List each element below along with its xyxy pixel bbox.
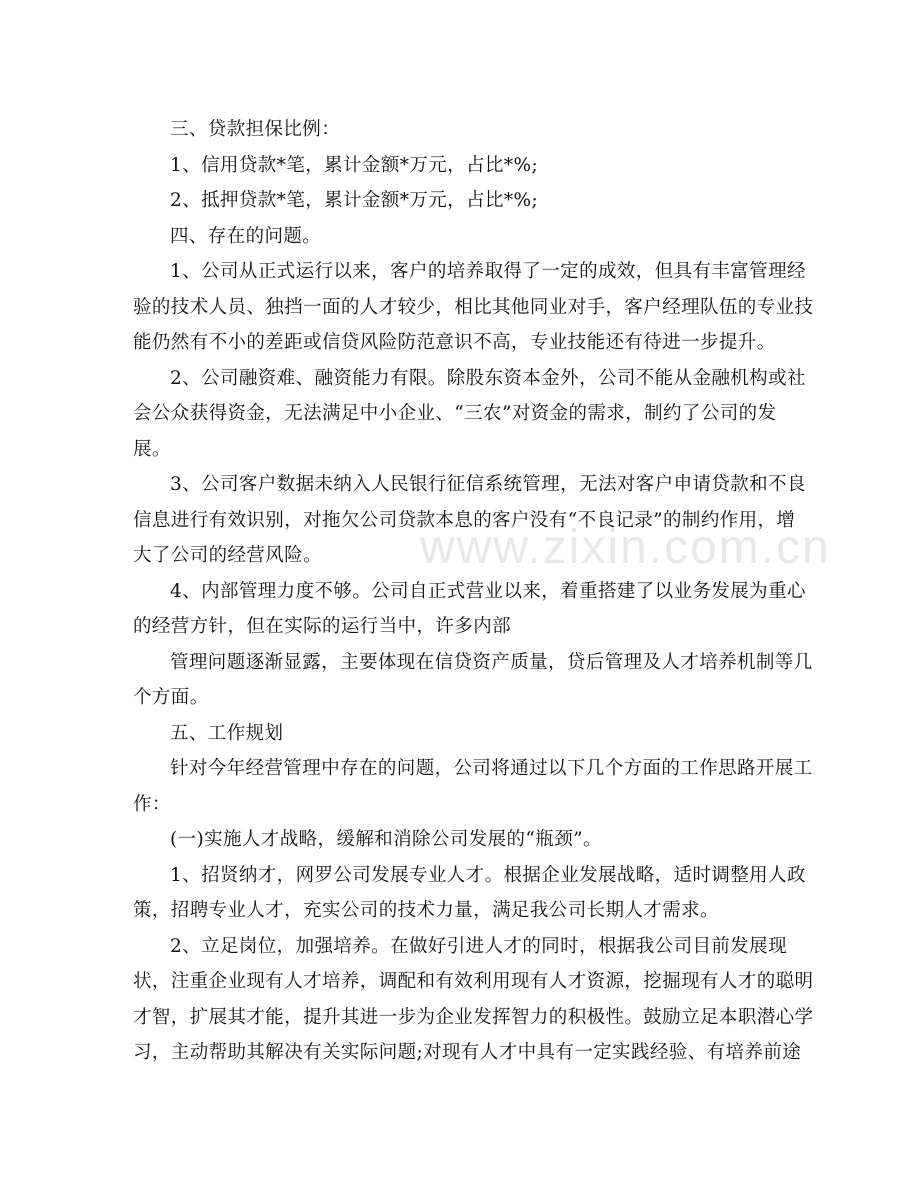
text-line: 3、公司客户数据未纳入人民银行征信系统管理，无法对客户申请贷款和不良 (170, 474, 806, 495)
text-line: 展。 (133, 438, 171, 460)
document-body (133, 112, 814, 1071)
text-line: 状，注重企业现有人才培养，调配和有效利用现有人才资源，挖掘现有人才的聪明 (133, 971, 814, 992)
text-line: 大了公司的经营风险。 (133, 545, 323, 566)
text-line: 管理问题逐渐显露，主要体现在信贷资产质量，贷后管理及人才培养机制等几 (170, 651, 813, 673)
text-line: 信息进行有效识别，对拖欠公司贷款本息的客户没有“不良记录”的制约作用，增 (133, 509, 796, 531)
text-line: 1、信用贷款*笔，累计金额*万元，占比*%; (170, 154, 539, 176)
text-line: 2、立足岗位，加强培养。在做好引进人才的同时，根据我公司目前发展现 (170, 935, 787, 957)
text-line: 2、公司融资难、融资能力有限。除股东资本金外，公司不能从金融机构或社 (170, 367, 806, 389)
text-line: 会公众获得资金，无法满足中小企业、“三农”对资金的需求，制约了公司的发 (133, 403, 777, 424)
watermark: www.zixin.com.cn (420, 521, 831, 574)
text-line: 三、贷款担保比例： (170, 119, 341, 140)
text-line: 五、工作规划 (170, 722, 284, 744)
text-line: 针对今年经营管理中存在的问题，公司将通过以下几个方面的工作思路开展工 (170, 758, 813, 779)
text-line: 作： (133, 793, 171, 815)
text-line: (一)实施人才战略，缓解和消除公司发展的“瓶颈”。 (170, 829, 602, 850)
text-line: 策，招聘专业人才，充实公司的技术力量，满足我公司长期人才需求。 (133, 900, 719, 921)
text-line: 习，主动帮助其解决有关实际问题;对现有人才中具有一定实践经验、有培养前途 (133, 1042, 802, 1063)
text-line: 的经营方针，但在实际的运行当中，许多内部 (133, 616, 512, 637)
text-line: 才智，扩展其才能，提升其进一步为企业发挥智力的积极性。鼓励立足本职潜心学 (133, 1006, 814, 1028)
text-line: 4、内部管理力度不够。公司自正式营业以来，着重搭建了以业务发展为重心 (170, 580, 806, 602)
text-line: 验的技术人员、独挡一面的人才较少，相比其他同业对手，客户经理队伍的专业技 (133, 296, 814, 318)
text-line: 个方面。 (133, 687, 209, 708)
text-line: 四、存在的问题。 (170, 225, 322, 247)
text-line: 1、公司从正式运行以来，客户的培养取得了一定的成效，但具有丰富管理经 (170, 261, 806, 282)
text-line: 能仍然有不小的差距或信贷风险防范意识不高，专业技能还有待进一步提升。 (133, 332, 776, 353)
text-line: 1、招贤纳才，网罗公司发展专业人才。根据企业发展战略，适时调整用人政 (170, 864, 806, 886)
text-line: 2、抵押贷款*笔，累计金额*万元，占比*%; (170, 190, 539, 211)
